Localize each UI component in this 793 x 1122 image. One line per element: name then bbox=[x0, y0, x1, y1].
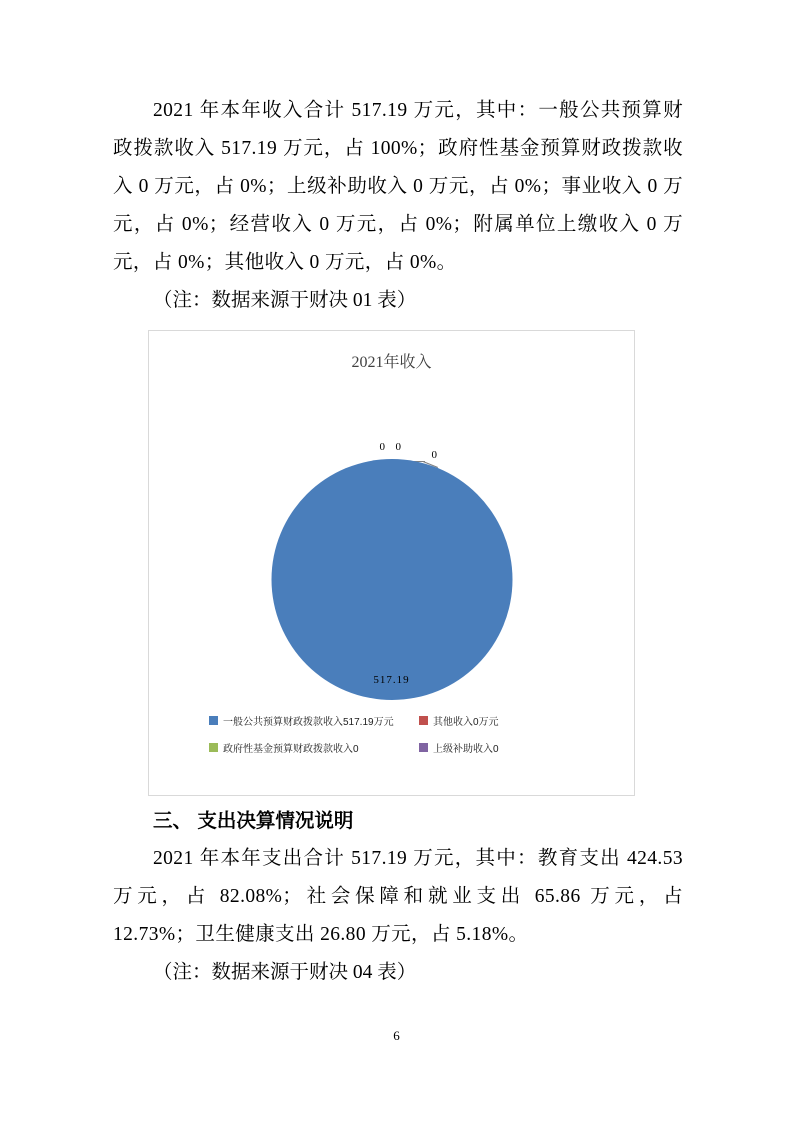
expenditure-section-heading: 三、 支出决算情况说明 bbox=[153, 810, 354, 832]
document-content bbox=[113, 92, 683, 992]
pie-label-main-value: 517.19 bbox=[373, 674, 410, 686]
pie-label-zero-2: 0 bbox=[395, 441, 401, 453]
pie-label-zero-3: 0 bbox=[431, 449, 437, 461]
legend-label-general-public-budget: 一般公共预算财政拨款收入517.19万元 bbox=[223, 717, 394, 728]
legend-swatch-purple bbox=[419, 743, 428, 752]
legend-label-other-income: 其他收入0万元 bbox=[433, 717, 499, 728]
legend-swatch-blue bbox=[209, 716, 218, 725]
expenditure-paragraph: 2021 年本年支出合计 517.19 万元，其中：教育支出 424.53 万元，占 82.08%；社会保障和就业支出 65.86 万元，占 12.73%；卫生健康支出 26.80 万元，占 5.18%。 bbox=[113, 848, 683, 945]
pie-label-zero-1: 0 bbox=[379, 441, 385, 453]
page-number: 6 bbox=[393, 1028, 400, 1043]
chart-title: 2021年收入 bbox=[351, 354, 432, 371]
legend-row-2 bbox=[209, 740, 579, 755]
chart-legend bbox=[209, 713, 579, 767]
legend-item-superior-subsidy bbox=[419, 740, 579, 755]
income-paragraph: 2021 年本年收入合计 517.19 万元，其中：一般公共预算财政拨款收入 517.19 万元，占 100%；政府性基金预算财政拨款收入 0 万元，占 0%；上级补助收入 0 万元，占 0%；事业收入 0 万元，占 0%；经营收入 0 万元，占 0%；附属单位上缴收入 0 万元，占 0%；其他收入 0 万元，占 0%。 bbox=[113, 100, 683, 273]
legend-swatch-green bbox=[209, 743, 218, 752]
legend-swatch-red bbox=[419, 716, 428, 725]
income-pie-chart bbox=[148, 330, 635, 796]
legend-row-1 bbox=[209, 713, 579, 728]
legend-item-other-income bbox=[419, 713, 579, 728]
income-source-note: （注：数据来源于财决 01 表） bbox=[153, 290, 417, 311]
legend-item-government-fund-budget bbox=[209, 740, 419, 755]
legend-item-general-public-budget bbox=[209, 713, 419, 728]
expenditure-source-note: （注：数据来源于财决 04 表） bbox=[153, 962, 417, 983]
legend-label-government-fund-budget: 政府性基金预算财政拨款收入0 bbox=[223, 744, 359, 755]
pie-slice-general-public-budget bbox=[271, 459, 512, 700]
legend-label-superior-subsidy: 上级补助收入0 bbox=[433, 744, 499, 755]
